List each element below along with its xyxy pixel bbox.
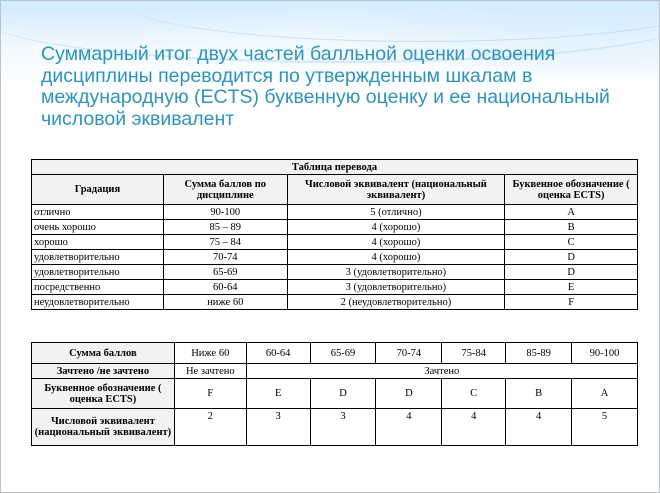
score-cell: 70-74 xyxy=(163,250,287,265)
letter-cell: F xyxy=(505,295,638,310)
not-passed-cell: Не зачтено xyxy=(174,364,246,379)
score-range-cell: 60-64 xyxy=(246,343,310,364)
grade-cell: удовлетворительно xyxy=(32,265,164,280)
number-cell: 3 xyxy=(310,409,376,446)
table-row xyxy=(32,409,638,446)
numeric-cell: 4 (хорошо) xyxy=(287,235,505,250)
score-cell: 60-64 xyxy=(163,280,287,295)
number-cell: 5 xyxy=(572,409,638,446)
score-range-cell: 90-100 xyxy=(572,343,638,364)
column-header: Числовой эквивалент (национальный эквивалент) xyxy=(287,175,505,205)
score-range-cell: 75-84 xyxy=(442,343,506,364)
numeric-cell: 3 (удовлетворительно) xyxy=(287,265,505,280)
column-header: Градация xyxy=(32,175,164,205)
letter-cell: F xyxy=(174,379,246,409)
table-row xyxy=(32,364,638,379)
score-cell: 85 – 89 xyxy=(163,220,287,235)
row-header: Буквенное обозначение ( оценка ECTS) xyxy=(32,379,175,409)
table-row xyxy=(32,280,638,295)
numeric-cell: 5 (отлично) xyxy=(287,205,505,220)
score-range-cell: 85-89 xyxy=(506,343,572,364)
table-row xyxy=(32,220,638,235)
letter-cell: E xyxy=(246,379,310,409)
number-cell: 3 xyxy=(246,409,310,446)
letter-cell: A xyxy=(572,379,638,409)
table-caption: Таблица перевода xyxy=(32,160,638,175)
score-range-cell: Ниже 60 xyxy=(174,343,246,364)
score-range-cell: 70-74 xyxy=(376,343,442,364)
grade-cell: неудовлетворительно xyxy=(32,295,164,310)
letter-cell: E xyxy=(505,280,638,295)
table-row xyxy=(32,379,638,409)
grade-cell: удовлетворительно xyxy=(32,250,164,265)
table-row xyxy=(32,265,638,280)
grade-cell: отлично xyxy=(32,205,164,220)
table-row xyxy=(32,295,638,310)
letter-cell: D xyxy=(505,250,638,265)
table-row xyxy=(32,250,638,265)
letter-cell: A xyxy=(505,205,638,220)
row-header: Сумма баллов xyxy=(32,343,175,364)
grade-cell: хорошо xyxy=(32,235,164,250)
letter-cell: C xyxy=(505,235,638,250)
column-header: Сумма баллов по дисциплине xyxy=(163,175,287,205)
score-range-cell: 65-69 xyxy=(310,343,376,364)
row-header: Числовой эквивалент (национальный эквивалент) xyxy=(32,409,175,446)
numeric-cell: 4 (хорошо) xyxy=(287,220,505,235)
letter-cell: C xyxy=(442,379,506,409)
letter-cell: B xyxy=(505,220,638,235)
table-row xyxy=(32,205,638,220)
grade-cell: посредственно xyxy=(32,280,164,295)
grade-cell: очень хорошо xyxy=(32,220,164,235)
score-cell: ниже 60 xyxy=(163,295,287,310)
number-cell: 4 xyxy=(506,409,572,446)
number-cell: 2 xyxy=(174,409,246,446)
slide-title: Суммарный итог двух частей балльной оценки освоения дисциплины переводится по утвержденным шкалам в международную (ECTS) буквенную оценку и ее национальный числовой эквивалент xyxy=(41,43,610,130)
column-header: Буквенное обозначение ( оценка ECTS) xyxy=(505,175,638,205)
table-row xyxy=(32,235,638,250)
number-cell: 4 xyxy=(376,409,442,446)
table-row xyxy=(32,343,638,364)
letter-cell: D xyxy=(310,379,376,409)
numeric-cell: 3 (удовлетворительно) xyxy=(287,280,505,295)
letter-cell: D xyxy=(376,379,442,409)
score-cell: 65-69 xyxy=(163,265,287,280)
passed-cell: Зачтено xyxy=(246,364,637,379)
row-header: Зачтено /не зачтено xyxy=(32,364,175,379)
numeric-cell: 4 (хорошо) xyxy=(287,250,505,265)
score-cell: 75 – 84 xyxy=(163,235,287,250)
letter-cell: D xyxy=(505,265,638,280)
conversion-table xyxy=(31,159,638,310)
score-cell: 90-100 xyxy=(163,205,287,220)
number-cell: 4 xyxy=(442,409,506,446)
letter-cell: B xyxy=(506,379,572,409)
numeric-cell: 2 (неудовлетворительно) xyxy=(287,295,505,310)
summary-table xyxy=(31,342,638,446)
